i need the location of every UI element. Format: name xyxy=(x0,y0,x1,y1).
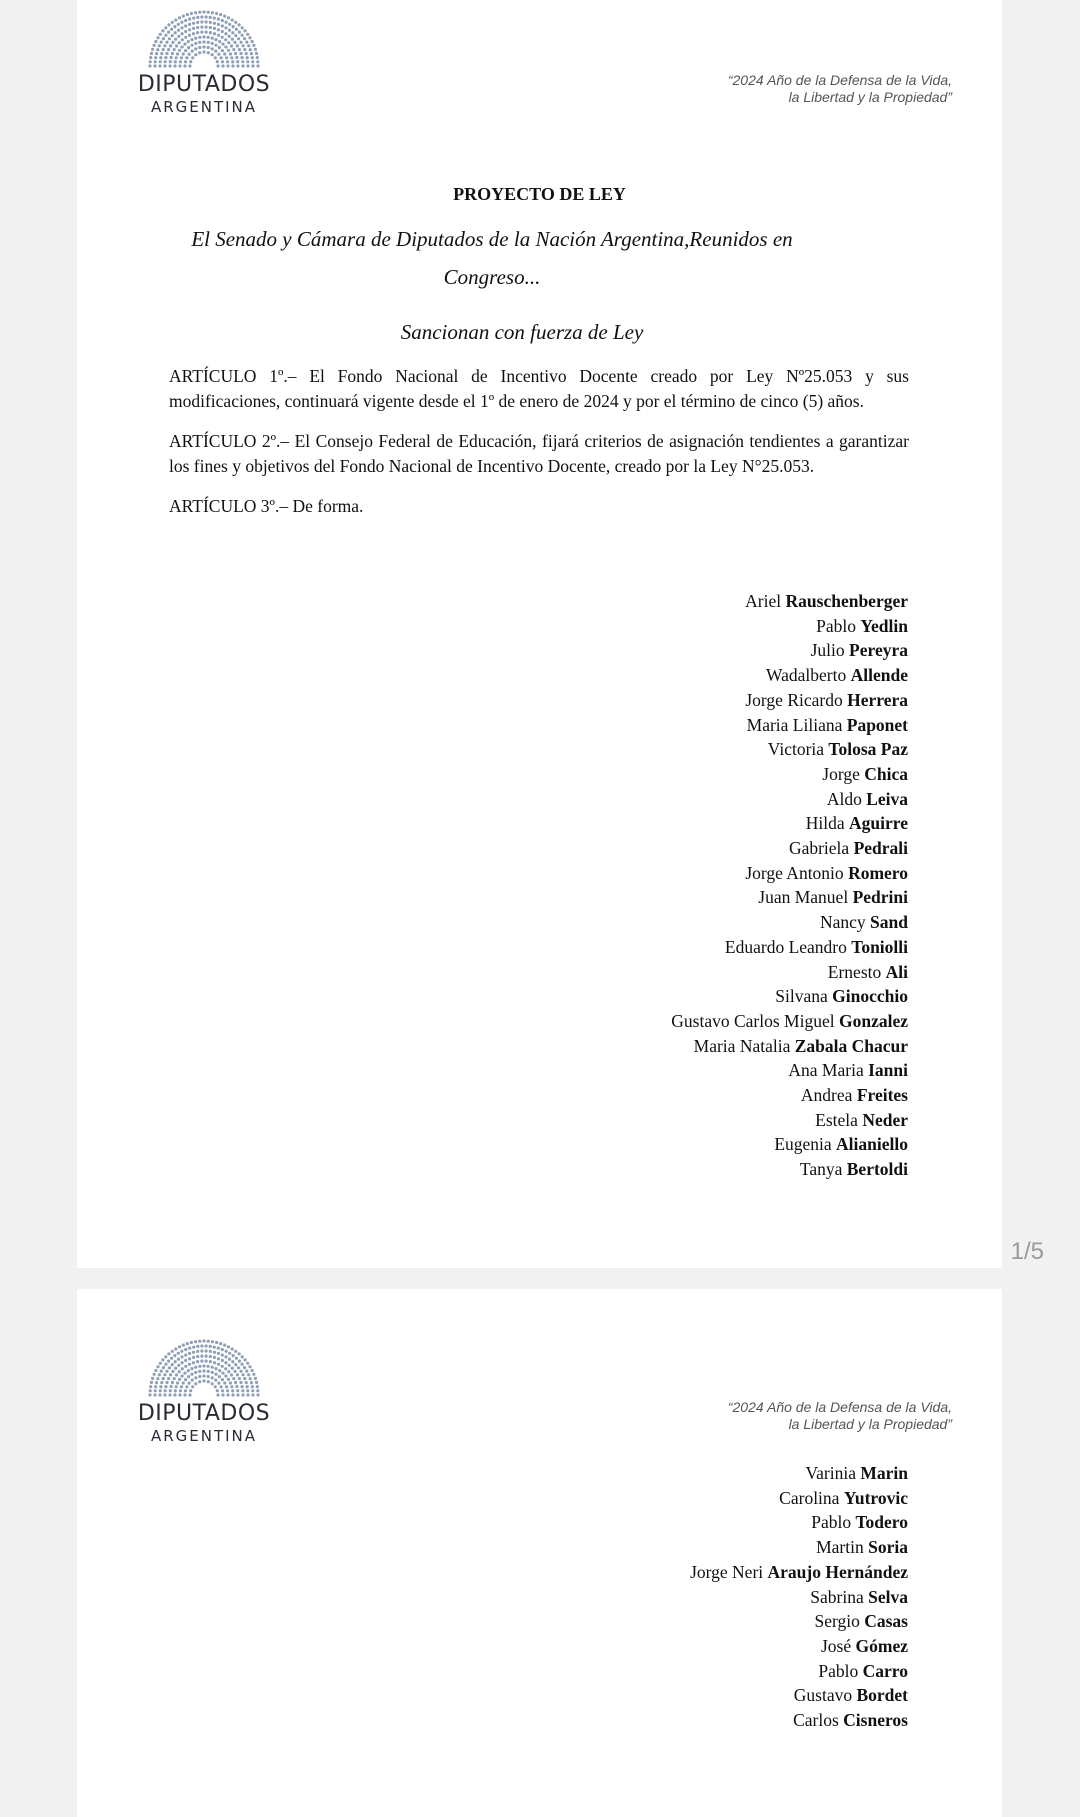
logo-main-text: DIPUTADOS xyxy=(137,1401,271,1426)
signer-last-name: Casas xyxy=(864,1611,908,1632)
signer-first-name: Sergio xyxy=(814,1611,860,1632)
articles xyxy=(169,364,909,534)
signer-first-name: Pablo xyxy=(818,1660,859,1681)
signer-last-name: Pereyra xyxy=(849,640,908,661)
signer-first-name: Carlos xyxy=(793,1710,839,1731)
signer-first-name: Pablo xyxy=(816,615,856,636)
signer-row xyxy=(671,589,908,614)
signer-first-name: Maria Liliana xyxy=(746,714,843,735)
logo-sub-text: ARGENTINA xyxy=(150,1427,258,1445)
signer-last-name: Paponet xyxy=(846,714,908,735)
signer-last-name: Allende xyxy=(850,665,908,686)
signer-first-name: Silvana xyxy=(775,986,828,1007)
motto-line-1: “2024 Año de la Defensa de la Vida, xyxy=(727,1399,952,1415)
signer-row xyxy=(671,762,908,787)
document-title: PROYECTO DE LEY xyxy=(453,184,626,204)
signer-first-name: Aldo xyxy=(826,788,862,809)
signer-row xyxy=(671,960,908,985)
signer-row xyxy=(671,984,908,1009)
chamber-emblem-icon xyxy=(144,1339,264,1397)
signer-first-name: Gustavo xyxy=(793,1685,853,1706)
signer-first-name: Gustavo Carlos Miguel xyxy=(671,1010,835,1031)
signer-first-name: Jorge xyxy=(822,763,860,784)
signer-row xyxy=(671,910,908,935)
signer-last-name: Romero xyxy=(848,862,908,883)
signer-row xyxy=(671,638,908,663)
signer-first-name: Sabrina xyxy=(810,1586,864,1607)
signer-row xyxy=(690,1535,908,1560)
signer-last-name: Yedlin xyxy=(860,615,908,636)
motto-line-1: “2024 Año de la Defensa de la Vida, xyxy=(727,72,952,88)
signer-row xyxy=(671,1009,908,1034)
signer-row xyxy=(671,861,908,886)
signer-last-name: Pedrali xyxy=(853,838,908,859)
signer-last-name: Neder xyxy=(862,1109,908,1130)
logo-main-text: DIPUTADOS xyxy=(137,72,271,97)
signer-first-name: Nancy xyxy=(819,912,866,933)
signer-first-name: Varinia xyxy=(805,1463,856,1483)
signer-row xyxy=(690,1585,908,1610)
signer-first-name: Hilda xyxy=(805,813,845,834)
signer-first-name: Jorge Ricardo xyxy=(745,689,843,710)
signer-row xyxy=(671,1034,908,1059)
signer-row xyxy=(671,811,908,836)
signer-first-name: Wadalberto xyxy=(766,665,847,686)
signer-first-name: Ana Maria xyxy=(788,1060,864,1081)
signer-row xyxy=(671,1157,908,1182)
page-indicator: 1/5 xyxy=(1010,1238,1044,1265)
article-3: ARTÍCULO 3º.– De forma. xyxy=(169,496,364,516)
signer-last-name: Soria xyxy=(868,1537,908,1558)
signers-list xyxy=(690,1461,908,1733)
signer-first-name: Victoria xyxy=(767,739,825,760)
signer-last-name: Gonzalez xyxy=(838,1010,908,1031)
signer-last-name: Todero xyxy=(855,1512,908,1533)
signer-row xyxy=(690,1659,908,1684)
signer-last-name: Alianiello xyxy=(836,1134,908,1155)
year-motto xyxy=(728,72,952,106)
sanction-formula: Sancionan con fuerza de Ley xyxy=(400,320,644,344)
document-page-2 xyxy=(77,1289,1002,1817)
signer-last-name: Chica xyxy=(864,763,908,784)
signer-first-name: Pablo xyxy=(811,1512,852,1533)
signer-row xyxy=(671,1083,908,1108)
signer-first-name: Gabriela xyxy=(788,838,850,859)
signer-last-name: Bordet xyxy=(856,1685,908,1706)
signer-first-name: Julio xyxy=(810,640,845,661)
signer-row xyxy=(690,1560,908,1585)
signer-last-name: Herrera xyxy=(847,689,908,710)
signer-row xyxy=(690,1510,908,1535)
signer-first-name: Juan Manuel xyxy=(758,887,849,908)
signer-last-name: Ginocchio xyxy=(832,986,908,1007)
signer-last-name: Selva xyxy=(868,1586,908,1607)
signer-row xyxy=(690,1609,908,1634)
signer-row xyxy=(671,1058,908,1083)
signer-row xyxy=(671,787,908,812)
signer-row xyxy=(671,688,908,713)
signer-last-name: Pedrini xyxy=(852,887,908,908)
signer-last-name: Yutrovic xyxy=(843,1487,908,1508)
signer-row xyxy=(671,935,908,960)
signer-row xyxy=(671,663,908,688)
signer-first-name: Tanya xyxy=(799,1159,843,1180)
article-1: ARTÍCULO 1º.– El Fondo Nacional de Incentivo Docente creado por Ley Nº25.053 y sus modificaciones, continuará vigente desde el 1º de enero de 2024 y por el término de cinco (5) años. xyxy=(169,366,909,411)
signer-last-name: Rauschenberger xyxy=(785,591,908,611)
article-2: ARTÍCULO 2º.– El Consejo Federal de Educación, fijará criterios de asignación tendientes a garantizar los fines y objetivos del Fondo Nacional de Incentivo Docente, creado por la Ley N°25.053. xyxy=(169,431,909,476)
signer-row xyxy=(690,1634,908,1659)
signer-last-name: Ianni xyxy=(868,1060,908,1081)
signer-last-name: Cisneros xyxy=(843,1710,908,1731)
signer-last-name: Marin xyxy=(860,1463,908,1483)
signer-row xyxy=(690,1461,908,1486)
signer-row xyxy=(671,1132,908,1157)
motto-line-2: la Libertad y la Propiedad” xyxy=(788,89,952,105)
signer-first-name: Ariel xyxy=(745,591,782,611)
signer-last-name: Ali xyxy=(885,961,908,982)
signer-last-name: Sand xyxy=(870,912,908,933)
document-page-1 xyxy=(77,0,1002,1268)
signer-last-name: Carro xyxy=(862,1660,908,1681)
signer-row xyxy=(690,1486,908,1511)
signer-last-name: Aguirre xyxy=(849,813,908,834)
signer-row xyxy=(671,614,908,639)
signer-first-name: José xyxy=(821,1635,852,1656)
signers-list xyxy=(671,589,908,1182)
year-motto xyxy=(728,1399,952,1433)
signer-first-name: Martin xyxy=(816,1537,864,1558)
signer-first-name: Eugenia xyxy=(774,1134,832,1155)
signer-last-name: Tolosa Paz xyxy=(828,739,908,760)
signer-last-name: Gómez xyxy=(855,1635,908,1656)
signer-last-name: Araujo Hernández xyxy=(767,1561,908,1582)
diputados-logo xyxy=(119,10,289,115)
signer-first-name: Eduardo Leandro xyxy=(724,936,847,957)
signer-first-name: Ernesto xyxy=(827,961,882,982)
signer-row xyxy=(671,1108,908,1133)
signer-first-name: Andrea xyxy=(800,1085,853,1106)
signer-last-name: Zabala Chacur xyxy=(794,1035,908,1056)
signer-first-name: Carolina xyxy=(779,1487,840,1508)
diputados-logo xyxy=(119,1339,289,1444)
preamble: El Senado y Cámara de Diputados de la Nación Argentina,Reunidos en Congreso... xyxy=(191,227,793,289)
signer-first-name: Jorge Antonio xyxy=(745,862,844,883)
signer-row xyxy=(671,836,908,861)
signer-row xyxy=(671,885,908,910)
chamber-emblem-icon xyxy=(144,10,264,68)
signer-row xyxy=(671,713,908,738)
signer-first-name: Jorge Neri xyxy=(690,1561,764,1582)
motto-line-2: la Libertad y la Propiedad” xyxy=(788,1416,952,1432)
signer-last-name: Leiva xyxy=(866,788,908,809)
signer-last-name: Freites xyxy=(856,1085,908,1106)
logo-sub-text: ARGENTINA xyxy=(150,98,258,116)
signer-first-name: Maria Natalia xyxy=(693,1035,791,1056)
signer-last-name: Toniolli xyxy=(851,936,908,957)
signer-row xyxy=(690,1683,908,1708)
signer-first-name: Estela xyxy=(815,1109,858,1130)
signer-last-name: Bertoldi xyxy=(846,1159,908,1180)
signer-row xyxy=(690,1708,908,1733)
signer-row xyxy=(671,737,908,762)
